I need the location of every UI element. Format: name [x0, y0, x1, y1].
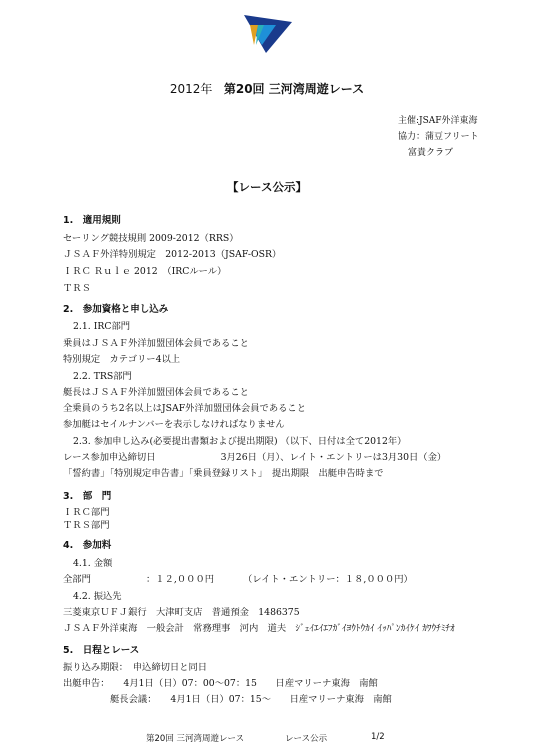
s2-line: 「誓約書」「特別規定申告書」「乗員登録リスト」 提出期限 出艇申告時まで	[63, 468, 384, 479]
sail-flag-logo-icon	[244, 15, 292, 53]
bank-line: 三菱東京ＵＦＪ銀行 大津町支店 普通預金 1486375	[63, 607, 300, 618]
s1-line: ＩＲＣ Ｒｕｌｅ 2012 （IRCルール）	[63, 266, 227, 277]
bank-line: ＪＳＡＦ外洋東海 一般会計 常務理事 河内 道夫 ｼﾞｪｲｴｲｴﾌｶﾞｲﾖｳﾄｳｶｲ ｲｯﾊﾟﾝｶｲｹｲ ｶﾜｳﾁﾐﾁｵ	[63, 623, 455, 634]
page-number: 1/2	[371, 732, 385, 742]
s5-line: 艇長会議： 4月1日（日）07：15〜 日産マリーナ東海 南館	[110, 694, 392, 705]
section-2-heading: 2. 参加資格と申し込み	[63, 304, 169, 315]
fee-late: （レイト・エントリー：１８,０００円）	[243, 574, 413, 585]
fee-label: 全部門	[63, 574, 91, 585]
fee-value: ：１２,０００円	[146, 574, 215, 585]
s2-line: 乗員はＪＳＡＦ外洋加盟団体会員であること	[63, 338, 249, 349]
s2-line: 全乗員のうち2名以上はJSAF外洋加盟団体会員であること	[63, 403, 307, 414]
s2-line: 艇長はＪＳＡＦ外洋加盟団体会員であること	[63, 387, 249, 398]
s2-line: 参加艇はセイルナンバーを表示しなければなりません	[63, 419, 285, 430]
s2-line: レース参加申込締切日 3月26日（月）、レイト・エントリーは3月30日（金）	[63, 452, 447, 463]
s3-line: ＩＲＣ部門	[63, 507, 110, 518]
s2-line: 特別規定 カテゴリー4以上	[63, 354, 181, 365]
s1-line: ＪＳＡＦ外洋特別規定 2012-2013（JSAF-OSR）	[63, 249, 282, 260]
s4-sub2: 4.2. 振込先	[73, 591, 122, 602]
page-title	[0, 80, 534, 97]
s1-line: ＴＲＳ	[63, 283, 91, 294]
s2-sub1: 2.1. IRC部門	[73, 321, 131, 332]
s2-sub2: 2.2. TRS部門	[73, 371, 132, 382]
section-4-heading: 4. 参加料	[63, 540, 112, 551]
organizer: 主催:JSAF外洋東海	[398, 116, 478, 126]
s5-line: 振り込み期限： 申込締切日と同日	[63, 662, 208, 673]
s4-sub1: 4.1. 金額	[73, 558, 113, 569]
s3-line: ＴＲＳ部門	[63, 520, 110, 531]
s5-line: 出艇申告： 4月1日（日）07：00〜07：15 日産マリーナ東海 南館	[63, 678, 378, 689]
section-3-heading: 3. 部 門	[63, 491, 112, 502]
footer-title: 第20回 三河湾周遊レース	[146, 734, 245, 744]
section-5-heading: 5. 日程とレース	[63, 645, 140, 656]
cooperation: 協力：蒲豆フリート	[398, 132, 479, 142]
section-1-heading: 1. 適用規則	[63, 215, 121, 226]
notice-title: 【レース公示】	[227, 180, 307, 194]
s1-line: セーリング競技規則 2009-2012（RRS）	[63, 233, 239, 244]
s2-sub3: 2.3. 参加申し込み(必要提出書類および提出期限) （以下、日付は全て2012年）	[73, 436, 407, 447]
title-main: 第20回 三河湾周遊レース	[223, 82, 365, 96]
cooperation-2: 富貴クラブ	[408, 148, 454, 158]
footer-center: レース公示	[285, 734, 328, 744]
title-year: 2012年	[169, 82, 213, 96]
